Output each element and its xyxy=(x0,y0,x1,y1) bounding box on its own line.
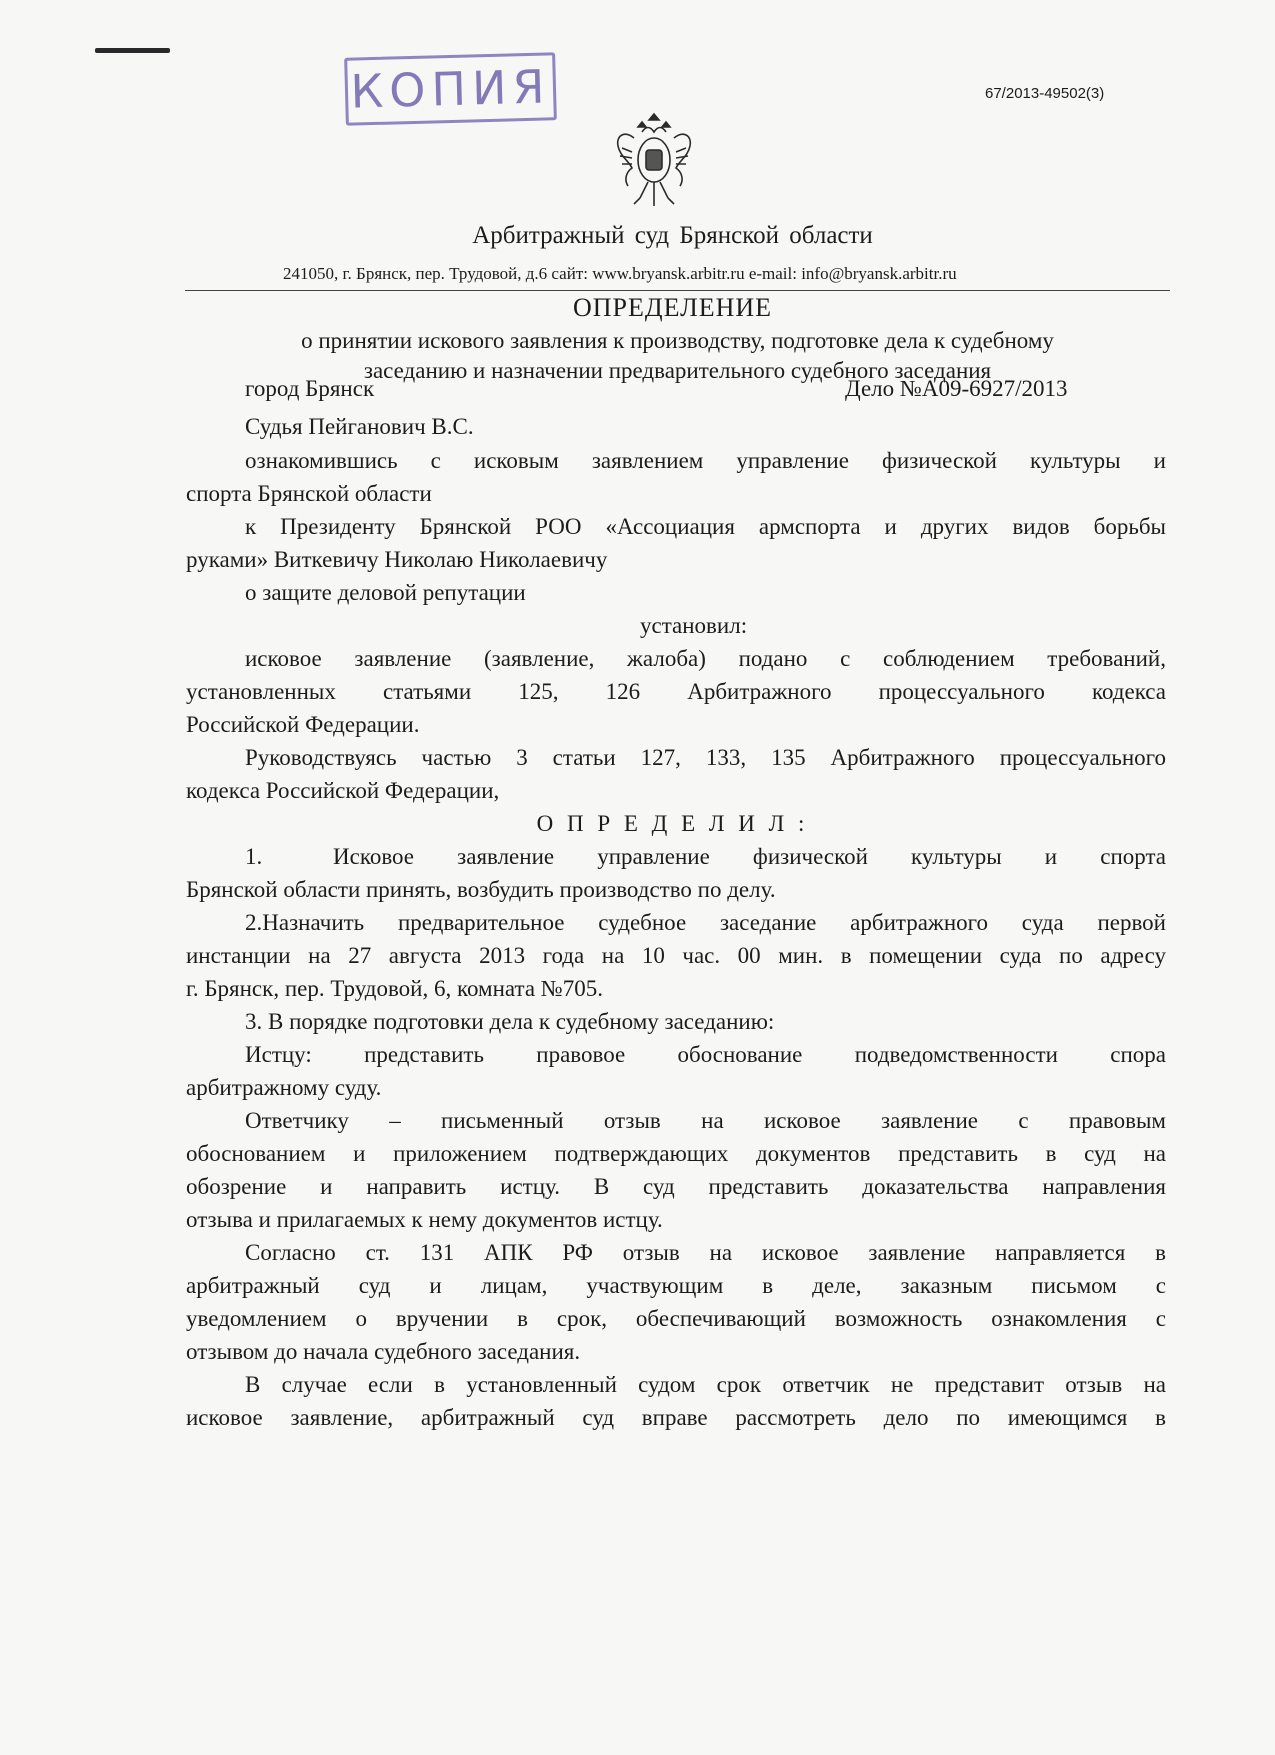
text-line: исковое заявление (заявление, жалоба) подано с соблюдением требований, xyxy=(245,646,1166,671)
text-line: руками» Виткевичу Николаю Николаевичу xyxy=(186,547,608,572)
text-line: г. Брянск, пер. Трудовой, 6, комната №705. xyxy=(186,976,603,1001)
document-type: ОПРЕДЕЛЕНИЕ xyxy=(572,293,773,322)
header-divider xyxy=(185,290,1170,291)
decided-heading: О П Р Е Д Е Л И Л : xyxy=(536,811,809,836)
text-line: инстанции на 27 августа 2013 года на 10 час. 00 мин. в помещении суда по адресу xyxy=(186,943,1166,968)
court-name: Арбитражный суд Брянской области xyxy=(472,222,873,249)
double-headed-eagle-emblem-icon xyxy=(612,108,696,212)
subtitle-line: о принятии искового заявления к производству, подготовке дела к судебному xyxy=(301,328,1054,353)
text-line: Российской Федерации. xyxy=(186,712,420,737)
text-line: ознакомившись с исковым заявлением управление физической культуры и xyxy=(245,448,1166,473)
text-line: установленных статьями 125, 126 Арбитражного процессуального кодекса xyxy=(186,679,1166,704)
text-line: Истцу: представить правовое обоснование подведомственности спора xyxy=(245,1042,1166,1067)
text-line: к Президенту Брянской РОО «Ассоциация армспорта и других видов борьбы xyxy=(245,514,1166,539)
text-line: Согласно ст. 131 АПК РФ отзыв на исковое заявление направляется в xyxy=(245,1240,1166,1265)
court-address: 241050, г. Брянск, пер. Трудовой, д.6 сайт: www.bryansk.arbitr.ru e-mail: info@bryansk.arbitr.ru xyxy=(283,264,957,283)
text-line: арбитражному суду. xyxy=(186,1075,382,1100)
subtitle-line: заседанию и назначении предварительного судебного заседания xyxy=(363,358,992,383)
text-line: о защите деловой репутации xyxy=(245,580,526,605)
text-line: отзывом до начала судебного заседания. xyxy=(186,1339,581,1364)
text-line: Исковое заявление управление физической культуры и спорта xyxy=(333,844,1166,869)
text-line: В случае если в установленный судом срок ответчик не представит отзыв на xyxy=(245,1372,1166,1397)
text-line: спорта Брянской области xyxy=(186,481,432,506)
scan-mark xyxy=(95,48,170,53)
established-heading: установил: xyxy=(640,613,748,638)
text-line: уведомлением о вручении в срок, обеспечивающий возможность ознакомления с xyxy=(186,1306,1166,1331)
judge: Судья Пейганович В.С. xyxy=(245,414,474,439)
text-line: кодекса Российской Федерации, xyxy=(186,778,500,803)
document-number: 67/2013-49502(3) xyxy=(985,85,1105,102)
city: город Брянск xyxy=(245,376,375,401)
item-number: 1. xyxy=(245,844,263,869)
text-line: Руководствуясь частью 3 статьи 127, 133, 135 Арбитражного процессуального xyxy=(245,745,1166,770)
text-line: отзыва и прилагаемых к нему документов истцу. xyxy=(186,1207,663,1232)
text-line: арбитражный суд и лицам, участвующим в деле, заказным письмом с xyxy=(186,1273,1166,1298)
case-number: Дело №А09-6927/2013 xyxy=(845,376,1068,401)
text-line: 2.Назначить предварительное судебное заседание арбитражного суда первой xyxy=(245,910,1166,935)
text-line: исковое заявление, арбитражный суд вправе рассмотреть дело по имеющимся в xyxy=(186,1405,1166,1430)
text-line: обозрение и направить истцу. В суд представить доказательства направления xyxy=(186,1174,1166,1199)
copy-stamp: КОПИЯ xyxy=(344,52,557,126)
text-line: обоснованием и приложением подтверждающих документов представить в суд на xyxy=(186,1141,1166,1166)
text-line: Брянской области принять, возбудить производство по делу. xyxy=(186,877,776,902)
text-line: 3. В порядке подготовки дела к судебному заседанию: xyxy=(245,1009,775,1034)
text-line: Ответчику – письменный отзыв на исковое заявление с правовым xyxy=(245,1108,1166,1133)
